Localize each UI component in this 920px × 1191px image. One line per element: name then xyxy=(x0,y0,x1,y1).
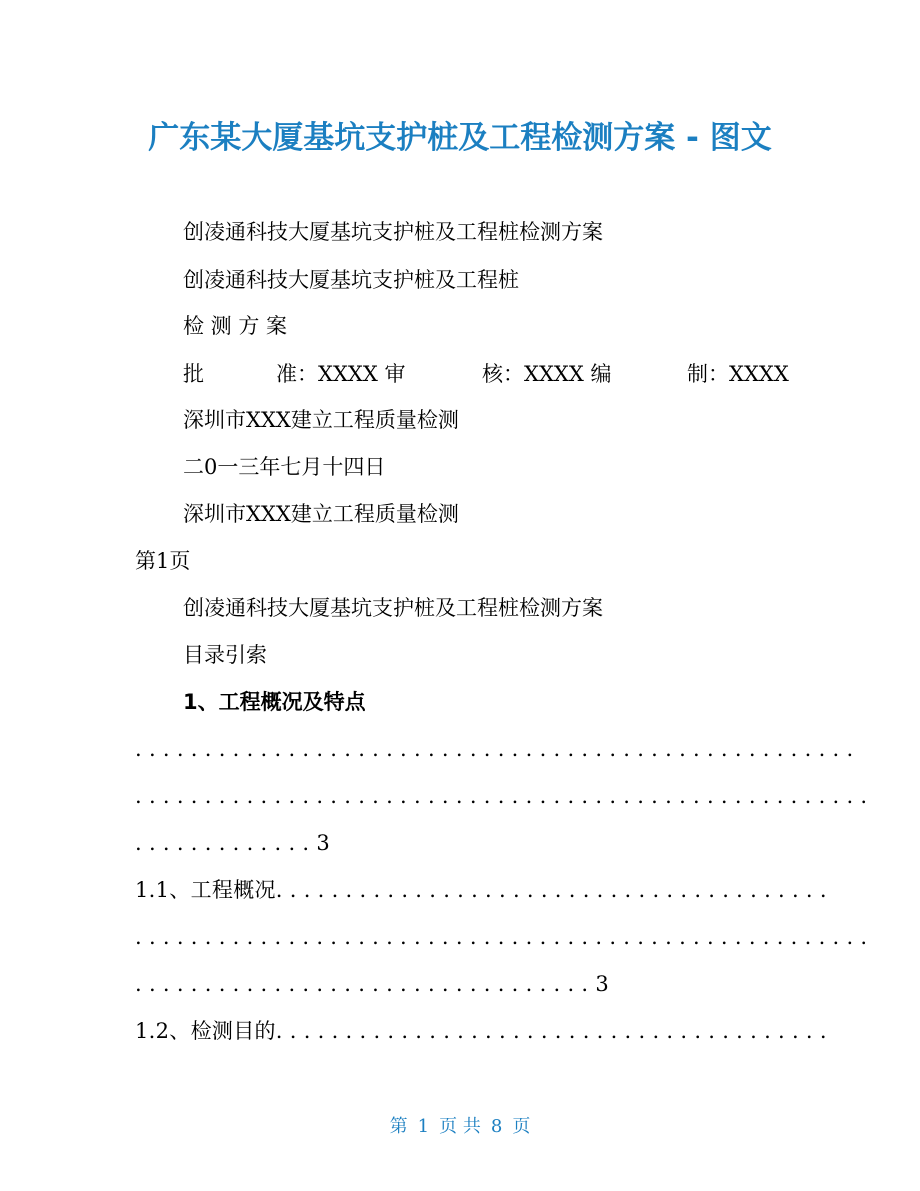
toc-item-1-leader: . . . . . . . . . . . . . . . . . . . . . . . . . . . . . . . . . . . . . . . . . . . . . . . . . . . . xyxy=(135,737,854,761)
toc-item-1-2: 1.2、检测目的. . . . . . . . . . . . . . . . . . . . . . . . . . . . . . . . . . . . . . . . xyxy=(135,1019,827,1043)
cover-project-name: 创凌通科技大厦基坑支护桩及工程桩检测方案 xyxy=(183,220,603,244)
toc-item-1-title: 1、工程概况及特点 xyxy=(183,690,366,714)
cover-organization: 深圳市XXX建立工程质量检测 xyxy=(183,408,459,432)
toc-item-1-1-page: . . . . . . . . . . . . . . . . . . . . . . . . . . . . . . . . . 3 xyxy=(135,972,610,996)
footer-mid: 页 共 xyxy=(439,1116,481,1137)
toc-item-1-1-leader: . . . . . . . . . . . . . . . . . . . . . . . . . . . . . . . . . . . . . . . . . . . . . . . . . . . . . xyxy=(135,925,868,949)
footer-page-number: 1 xyxy=(417,1116,430,1137)
approve-value: 准：XXXX 审 xyxy=(276,362,406,386)
page-marker: 第1页 xyxy=(135,549,191,573)
cover-project-name-short: 创凌通科技大厦基坑支护桩及工程桩 xyxy=(183,268,519,292)
cover-organization-repeat: 深圳市XXX建立工程质量检测 xyxy=(183,502,459,526)
toc-item-1-page: . . . . . . . . . . . . . 3 xyxy=(135,831,331,855)
review-value: 核：XXXX 编 xyxy=(482,362,612,386)
toc-title: 目录引索 xyxy=(183,643,267,667)
cover-date: 二0一三年七月十四日 xyxy=(183,455,386,479)
footer-total-pages: 8 xyxy=(490,1116,503,1137)
cover-plan-label: 检 测 方 案 xyxy=(183,314,288,338)
approve-label: 批 xyxy=(183,362,204,386)
page-footer xyxy=(0,1112,920,1138)
footer-suffix: 页 xyxy=(512,1116,531,1137)
page-title: 广东某大厦基坑支护桩及工程检测方案 - 图文 xyxy=(148,120,772,156)
toc-header-line: 创凌通科技大厦基坑支护桩及工程桩检测方案 xyxy=(183,596,603,620)
toc-item-1-leader-cont: . . . . . . . . . . . . . . . . . . . . . . . . . . . . . . . . . . . . . . . . . . . . . . . . . . . . . xyxy=(135,784,868,808)
compile-value: 制：XXXX xyxy=(687,362,789,386)
footer-prefix: 第 xyxy=(389,1116,408,1137)
toc-item-1-1: 1.1、工程概况. . . . . . . . . . . . . . . . . . . . . . . . . . . . . . . . . . . . . . . . xyxy=(135,878,827,902)
